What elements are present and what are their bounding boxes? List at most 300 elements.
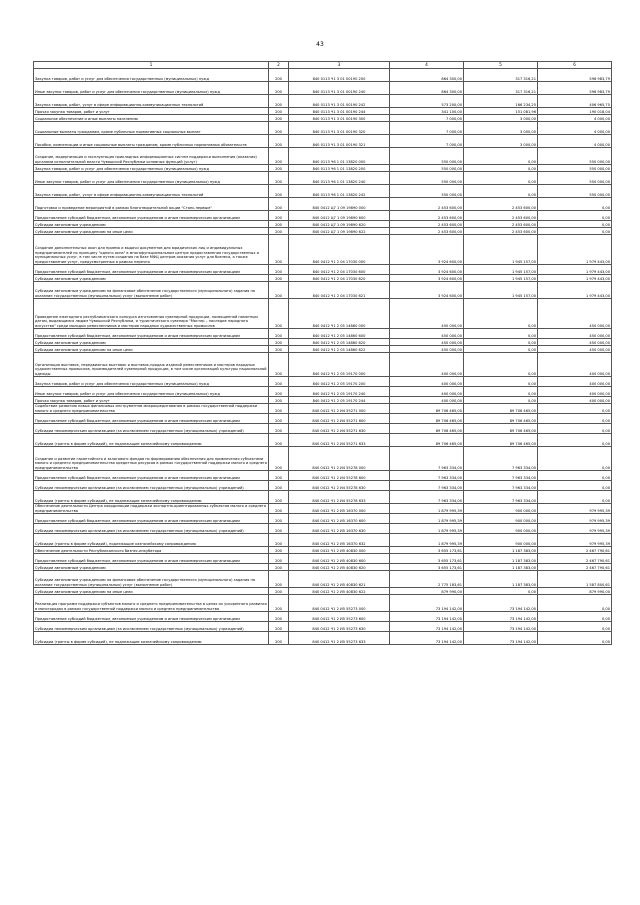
row-approved-cell: 1 879 995,39 <box>390 524 464 534</box>
row-remaining-cell: 1 979 443,00 <box>538 275 612 282</box>
row-name-cell: Закупка товаров, работ и услуг для обеспечения государственных (муниципальных) нужд <box>34 69 269 82</box>
row-remaining-cell: 450 000,00 <box>538 339 612 346</box>
row-executed-cell: 0,00 <box>464 377 538 387</box>
row-approved-cell: 3 924 600,00 <box>390 275 464 282</box>
row-executed-cell: 0,00 <box>464 387 538 397</box>
row-code-cell: 200 <box>269 622 289 632</box>
row-name-cell: Иные закупки товаров, работ и услуг для обеспечения государственных (муниципальных) нужд <box>34 387 269 397</box>
row-approved-cell: 2 453 600,00 <box>390 198 464 211</box>
row-remaining-cell: 400 000,00 <box>538 387 612 397</box>
row-code-cell: 200 <box>269 588 289 595</box>
table-row <box>34 172 612 185</box>
header-col-2: 2 <box>269 62 289 69</box>
row-remaining-cell: 0,00 <box>538 424 612 434</box>
row-remaining-cell: 400 000,00 <box>538 353 612 377</box>
row-executed-cell: 3 000,00 <box>464 115 538 122</box>
table-row <box>34 491 612 504</box>
row-approved-cell: 1 879 995,39 <box>390 514 464 524</box>
row-classification-cell: 840 0412 Ч1 2 И4 55278 630 <box>289 481 390 491</box>
row-remaining-cell: 1 587 800,61 <box>538 571 612 588</box>
row-executed-cell: 1 187 383,00 <box>464 547 538 554</box>
row-code-cell: 200 <box>269 69 289 82</box>
table-row <box>34 504 612 514</box>
row-approved-cell: 3 655 173,61 <box>390 564 464 571</box>
row-classification-cell: 840 0412 Ч1 2 И4 55271 633 <box>289 434 390 447</box>
row-code-cell: 200 <box>269 185 289 198</box>
table-row <box>34 122 612 135</box>
table-row <box>34 69 612 82</box>
row-classification-cell: 840 0412 Ч1 2 05 14860 000 <box>289 299 390 329</box>
row-code-cell: 200 <box>269 135 289 148</box>
row-executed-cell: 0,00 <box>464 185 538 198</box>
row-code-cell: 200 <box>269 471 289 481</box>
row-approved-cell: 7 963 334,00 <box>390 491 464 504</box>
row-name-cell: Закупка товаров, работ, услуг в сфере информационно-коммуникационных технологий <box>34 95 269 108</box>
row-name-cell: Предоставление субсидий бюджетным, автономным учреждениям и иным некоммерческим организациям <box>34 514 269 524</box>
table-row <box>34 571 612 588</box>
row-classification-cell: 840 0113 Ч6 1 01 13820 240 <box>289 172 390 185</box>
row-code-cell: 200 <box>269 172 289 185</box>
table-row <box>34 387 612 397</box>
row-executed-cell: 1 945 157,00 <box>464 235 538 265</box>
row-remaining-cell: 550 000,00 <box>538 172 612 185</box>
row-classification-cell: 840 0113 Ч1 3 01 00190 242 <box>289 95 390 108</box>
row-remaining-cell: 190 018,04 <box>538 108 612 115</box>
row-classification-cell: 840 0412 Ч1 2 И5 16370 632 <box>289 534 390 547</box>
table-row <box>34 397 612 404</box>
row-classification-cell: 840 0412 Ч1 2 И4 55271 630 <box>289 424 390 434</box>
row-code-cell: 200 <box>269 228 289 235</box>
row-remaining-cell: 2 467 790,61 <box>538 564 612 571</box>
row-approved-cell: 450 000,00 <box>390 329 464 339</box>
row-approved-cell: 89 706 465,00 <box>390 414 464 424</box>
row-name-cell: Проведение ежегодного республиканского конкурса изготовления сувенирной продукции, посвященной памятным датам, выдающимся людям Чувашской Республики, и туристического сувенира "Мастер – наследие народного искусства" среди молодых ремесленников и мастеров народных художественных промыслов <box>34 299 269 329</box>
row-approved-cell: 400 000,00 <box>390 387 464 397</box>
row-classification-cell: 840 0113 Ч6 1 01 13820 000 <box>289 148 390 165</box>
row-name-cell: Подготовка и проведение мероприятий в рамках благотворительной акции "Стань первым" <box>34 198 269 211</box>
row-classification-cell: 840 0412 Ч1 2 И5 55273 600 <box>289 612 390 622</box>
row-approved-cell: 3 655 173,61 <box>390 547 464 554</box>
row-approved-cell: 73 194 142,00 <box>390 632 464 645</box>
row-code-cell: 200 <box>269 122 289 135</box>
table-row <box>34 424 612 434</box>
table-row <box>34 115 612 122</box>
row-name-cell: Предоставление субсидий бюджетным, автономным учреждениям и иным некоммерческим организациям <box>34 414 269 424</box>
row-executed-cell: 151 081,96 <box>464 108 538 115</box>
row-code-cell: 200 <box>269 554 289 564</box>
budget-execution-table <box>33 61 612 645</box>
row-name-cell: Обеспечение деятельности Центра координации поддержки экспортно-ориентированных субъектов малого и среднего предпринимательства <box>34 504 269 514</box>
row-executed-cell: 73 194 142,00 <box>464 595 538 612</box>
table-row <box>34 228 612 235</box>
row-remaining-cell: 0,00 <box>538 622 612 632</box>
row-approved-cell: 400 000,00 <box>390 377 464 387</box>
row-remaining-cell: 0,00 <box>538 434 612 447</box>
row-approved-cell: 450 000,00 <box>390 339 464 346</box>
row-approved-cell: 864 300,00 <box>390 82 464 95</box>
row-name-cell: Создание дополнительных окон для приема и выдачи документов для юридических лиц и индивидуальных предпринимателей по принципу "одного окна" в многофункциональном центре предоставления государственных и муниципальных услуг, в том числе путем создания на базе МФЦ центров оказания услуг для бизнеса, а также предоставление услуг, предусмотренных в рамках перечня <box>34 235 269 265</box>
row-executed-cell: 89 706 465,00 <box>464 434 538 447</box>
row-classification-cell: 840 0412 Ч1 2 И4 55271 600 <box>289 414 390 424</box>
row-executed-cell: 0,00 <box>464 172 538 185</box>
row-name-cell: Социальное обеспечение и иные выплаты населению <box>34 115 269 122</box>
row-remaining-cell: 4 000,00 <box>538 122 612 135</box>
row-remaining-cell: 0,00 <box>538 481 612 491</box>
table-row <box>34 221 612 228</box>
row-approved-cell: 400 000,00 <box>390 397 464 404</box>
row-code-cell: 200 <box>269 198 289 211</box>
row-name-cell: Субсидии автономным учреждениям <box>34 339 269 346</box>
row-approved-cell: 3 924 600,00 <box>390 282 464 299</box>
row-code-cell: 200 <box>269 115 289 122</box>
row-executed-cell: 2 453 600,00 <box>464 198 538 211</box>
row-name-cell: Содействие развитию новых финансовых инструментов микрокредитования в рамках государственной поддержки малого и среднего предпринимательства <box>34 404 269 414</box>
row-remaining-cell: 550 000,00 <box>538 165 612 172</box>
row-code-cell: 200 <box>269 481 289 491</box>
row-approved-cell: 2 453 600,00 <box>390 228 464 235</box>
row-remaining-cell: 0,00 <box>538 414 612 424</box>
row-classification-cell: 840 0412 Ц7 1 09 19890 600 <box>289 211 390 221</box>
row-code-cell: 200 <box>269 221 289 228</box>
row-approved-cell: 73 194 142,00 <box>390 612 464 622</box>
row-name-cell: Создание, модернизация и эксплуатация прикладных информационных систем поддержки выполнения (оказания) органами исполнительной власти Чувашской Республики основных функций (услуг) <box>34 148 269 165</box>
table-row <box>34 632 612 645</box>
table-row <box>34 481 612 491</box>
row-executed-cell: 0,00 <box>464 339 538 346</box>
row-code-cell: 200 <box>269 524 289 534</box>
row-name-cell: Субсидии некоммерческим организациям (за исключением государственных (муниципальных) учреждений) <box>34 424 269 434</box>
table-row <box>34 82 612 95</box>
row-executed-cell: 2 453 600,00 <box>464 211 538 221</box>
row-remaining-cell: 450 000,00 <box>538 299 612 329</box>
table-row <box>34 471 612 481</box>
row-approved-cell: 7 963 334,00 <box>390 447 464 471</box>
table-row <box>34 554 612 564</box>
table-row <box>34 165 612 172</box>
row-executed-cell: 166 234,25 <box>464 95 538 108</box>
row-executed-cell: 1 187 383,00 <box>464 571 538 588</box>
row-remaining-cell: 1 979 443,00 <box>538 235 612 265</box>
row-executed-cell: 317 316,21 <box>464 82 538 95</box>
row-executed-cell: 900 000,00 <box>464 504 538 514</box>
row-executed-cell: 2 453 600,00 <box>464 228 538 235</box>
row-executed-cell: 3 000,00 <box>464 135 538 148</box>
row-code-cell: 200 <box>269 595 289 612</box>
row-executed-cell: 7 963 334,00 <box>464 471 538 481</box>
row-executed-cell: 0,00 <box>464 299 538 329</box>
table-row <box>34 329 612 339</box>
row-code-cell: 200 <box>269 491 289 504</box>
row-name-cell: Создание и развитие гарантийного и залогового фондов по формированию обеспечения для привлечения субъектами малого и среднего предпринимательства кредитных ресурсов в рамках государственной поддержки малого и среднего предпринимательства <box>34 447 269 471</box>
row-remaining-cell: 4 000,00 <box>538 115 612 122</box>
row-remaining-cell: 0,00 <box>538 211 612 221</box>
row-name-cell: Субсидии автономным учреждениям на иные цели <box>34 588 269 595</box>
table-row <box>34 524 612 534</box>
row-classification-cell: 840 0113 Ч1 3 01 00190 244 <box>289 108 390 115</box>
row-executed-cell: 900 000,00 <box>464 514 538 524</box>
row-code-cell: 200 <box>269 514 289 524</box>
row-remaining-cell: 0,00 <box>538 632 612 645</box>
row-code-cell: 200 <box>269 282 289 299</box>
header-col-6: 6 <box>538 62 612 69</box>
row-code-cell: 200 <box>269 329 289 339</box>
row-code-cell: 200 <box>269 397 289 404</box>
row-classification-cell: 840 0412 Ч1 2 И5 55273 633 <box>289 632 390 645</box>
header-col-4: 4 <box>390 62 464 69</box>
table-row <box>34 514 612 524</box>
row-classification-cell: 840 0412 Ч1 2 И4 55278 600 <box>289 471 390 481</box>
row-executed-cell: 89 706 465,00 <box>464 414 538 424</box>
row-executed-cell: 89 706 465,00 <box>464 404 538 414</box>
row-remaining-cell: 879 990,00 <box>538 588 612 595</box>
row-code-cell: 200 <box>269 95 289 108</box>
row-code-cell: 200 <box>269 612 289 622</box>
page-number: 43 <box>316 41 324 48</box>
row-remaining-cell: 550 000,00 <box>538 148 612 165</box>
row-classification-cell: 840 0412 Ц7 1 09 19890 620 <box>289 221 390 228</box>
table-row <box>34 282 612 299</box>
row-executed-cell: 7 963 334,00 <box>464 491 538 504</box>
row-classification-cell: 840 0412 Ч1 2 04 17030 000 <box>289 235 390 265</box>
table-row <box>34 595 612 612</box>
table-row <box>34 211 612 221</box>
row-code-cell: 200 <box>269 414 289 424</box>
row-classification-cell: 840 0412 Ч1 2 И5 40830 600 <box>289 554 390 564</box>
row-name-cell: Субсидии (гранты в форме субсидий), не подлежащие казначейскому сопровождению <box>34 491 269 504</box>
table-row <box>34 148 612 165</box>
row-name-cell: Субсидии некоммерческим организациям (за исключением государственных (муниципальных) учреждений) <box>34 622 269 632</box>
table-row <box>34 534 612 547</box>
row-code-cell: 200 <box>269 346 289 353</box>
table-row <box>34 564 612 571</box>
row-classification-cell: 840 0412 Ч1 2 И5 40830 622 <box>289 588 390 595</box>
row-code-cell: 200 <box>269 571 289 588</box>
row-code-cell: 200 <box>269 377 289 387</box>
row-remaining-cell: 979 995,39 <box>538 534 612 547</box>
row-remaining-cell: 550 000,00 <box>538 185 612 198</box>
row-remaining-cell: 596 983,79 <box>538 82 612 95</box>
row-classification-cell: 840 0412 Ч1 2 И5 40830 000 <box>289 547 390 554</box>
row-code-cell: 200 <box>269 424 289 434</box>
header-col-5: 5 <box>464 62 538 69</box>
row-remaining-cell: 2 467 790,61 <box>538 547 612 554</box>
table-row <box>34 235 612 265</box>
table-row <box>34 198 612 211</box>
row-remaining-cell: 0,00 <box>538 595 612 612</box>
row-approved-cell: 73 194 142,00 <box>390 622 464 632</box>
row-executed-cell: 73 194 142,00 <box>464 622 538 632</box>
row-approved-cell: 879 990,00 <box>390 588 464 595</box>
row-executed-cell: 1 945 157,00 <box>464 282 538 299</box>
row-approved-cell: 3 924 600,00 <box>390 265 464 275</box>
row-classification-cell: 840 0412 Ч1 2 04 17030 600 <box>289 265 390 275</box>
row-approved-cell: 7 000,00 <box>390 122 464 135</box>
row-remaining-cell: 450 000,00 <box>538 329 612 339</box>
row-executed-cell: 7 963 334,00 <box>464 481 538 491</box>
row-approved-cell: 2 453 600,00 <box>390 211 464 221</box>
row-approved-cell: 7 000,00 <box>390 115 464 122</box>
row-approved-cell: 864 300,00 <box>390 69 464 82</box>
row-executed-cell: 900 000,00 <box>464 524 538 534</box>
row-remaining-cell: 450 000,00 <box>538 346 612 353</box>
row-remaining-cell: 4 000,00 <box>538 135 612 148</box>
row-executed-cell: 0,00 <box>464 165 538 172</box>
row-code-cell: 200 <box>269 165 289 172</box>
row-approved-cell: 3 924 600,00 <box>390 235 464 265</box>
row-approved-cell: 450 000,00 <box>390 346 464 353</box>
row-code-cell: 200 <box>269 265 289 275</box>
row-remaining-cell: 406 965,75 <box>538 95 612 108</box>
row-name-cell: Субсидии автономным учреждениям на финансовое обеспечение государственного (муниципального) задания на оказание государственных (муниципальных) услуг (выполнение работ) <box>34 282 269 299</box>
row-classification-cell: 840 0113 Ч6 1 01 13820 242 <box>289 185 390 198</box>
row-classification-cell: 840 0412 Ц7 1 09 19890 622 <box>289 228 390 235</box>
row-approved-cell: 7 963 334,00 <box>390 471 464 481</box>
row-name-cell: Предоставление субсидий бюджетным, автономным учреждениям и иным некоммерческим организациям <box>34 612 269 622</box>
row-name-cell: Субсидии автономным учреждениям <box>34 564 269 571</box>
row-code-cell: 200 <box>269 235 289 265</box>
table-row <box>34 108 612 115</box>
row-remaining-cell: 2 467 790,61 <box>538 554 612 564</box>
table-row <box>34 612 612 622</box>
table-row <box>34 135 612 148</box>
row-remaining-cell: 400 000,00 <box>538 397 612 404</box>
row-name-cell: Социальные выплаты гражданам, кроме публичных нормативных социальных выплат <box>34 122 269 135</box>
row-classification-cell: 840 0113 Ч1 3 01 00190 321 <box>289 135 390 148</box>
row-approved-cell: 341 100,00 <box>390 108 464 115</box>
row-name-cell: Предоставление субсидий бюджетным, автономным учреждениям и иным некоммерческим организациям <box>34 211 269 221</box>
row-remaining-cell: 0,00 <box>538 612 612 622</box>
row-remaining-cell: 0,00 <box>538 404 612 414</box>
row-code-cell: 200 <box>269 434 289 447</box>
row-remaining-cell: 1 979 443,00 <box>538 265 612 275</box>
row-name-cell: Субсидии некоммерческим организациям (за исключением государственных (муниципальных) учреждений) <box>34 481 269 491</box>
row-name-cell: Субсидии автономным учреждениям на финансовое обеспечение государственного (муниципального) задания на оказание государственных (муниципальных) услуг (выполнение работ) <box>34 571 269 588</box>
row-name-cell: Закупка товаров, работ и услуг для обеспечения государственных (муниципальных) нужд <box>34 377 269 387</box>
row-name-cell: Предоставление субсидий бюджетным, автономным учреждениям и иным некоммерческим организациям <box>34 471 269 481</box>
table-row <box>34 404 612 414</box>
table-row <box>34 275 612 282</box>
row-classification-cell: 840 0412 Ч1 2 05 14860 620 <box>289 339 390 346</box>
row-name-cell: Субсидии автономным учреждениям на иные цели <box>34 346 269 353</box>
row-executed-cell: 73 194 142,00 <box>464 632 538 645</box>
row-classification-cell: 840 0412 Ч1 2 05 14860 622 <box>289 346 390 353</box>
row-classification-cell: 840 0113 Ч1 3 01 00190 300 <box>289 115 390 122</box>
row-remaining-cell: 0,00 <box>538 221 612 228</box>
row-remaining-cell: 0,00 <box>538 198 612 211</box>
row-code-cell: 200 <box>269 353 289 377</box>
row-code-cell: 200 <box>269 211 289 221</box>
row-approved-cell: 550 000,00 <box>390 172 464 185</box>
table-row <box>34 346 612 353</box>
row-classification-cell: 840 0412 Ч1 2 И4 55271 000 <box>289 404 390 414</box>
row-approved-cell: 7 000,00 <box>390 135 464 148</box>
row-approved-cell: 2 775 183,61 <box>390 571 464 588</box>
row-remaining-cell: 979 995,39 <box>538 524 612 534</box>
row-executed-cell: 0,00 <box>464 353 538 377</box>
row-name-cell: Субсидии некоммерческим организациям (за исключением государственных (муниципальных) учреждений) <box>34 524 269 534</box>
row-remaining-cell: 400 000,00 <box>538 377 612 387</box>
row-classification-cell: 840 0113 Ч6 1 01 13820 200 <box>289 165 390 172</box>
row-name-cell: Иные закупки товаров, работ и услуг для обеспечения государственных (муниципальных) нужд <box>34 172 269 185</box>
row-classification-cell: 840 0412 Ч1 2 И5 40830 620 <box>289 564 390 571</box>
row-code-cell: 200 <box>269 299 289 329</box>
row-approved-cell: 1 879 995,39 <box>390 504 464 514</box>
row-name-cell: Субсидии (гранты в форме субсидий), не подлежащие казначейскому сопровождению <box>34 632 269 645</box>
row-classification-cell: 840 0113 Ч1 3 01 00190 200 <box>289 69 390 82</box>
table-row <box>34 339 612 346</box>
row-executed-cell: 317 316,21 <box>464 69 538 82</box>
table-row <box>34 299 612 329</box>
row-name-cell: Субсидии автономным учреждениям <box>34 275 269 282</box>
row-approved-cell: 450 000,00 <box>390 299 464 329</box>
table-row <box>34 622 612 632</box>
row-remaining-cell: 596 983,79 <box>538 69 612 82</box>
row-executed-cell: 0,00 <box>464 346 538 353</box>
table-row <box>34 547 612 554</box>
row-code-cell: 200 <box>269 632 289 645</box>
row-name-cell: Субсидии (гранты в форме субсидий), не подлежащие казначейскому сопровождению <box>34 434 269 447</box>
row-name-cell: Предоставление субсидий бюджетным, автономным учреждениям и иным некоммерческим организациям <box>34 329 269 339</box>
table-row <box>34 434 612 447</box>
row-executed-cell: 7 963 334,00 <box>464 447 538 471</box>
row-executed-cell: 73 194 142,00 <box>464 612 538 622</box>
row-approved-cell: 550 000,00 <box>390 148 464 165</box>
row-classification-cell: 840 0412 Ц7 1 09 19890 000 <box>289 198 390 211</box>
row-code-cell: 200 <box>269 404 289 414</box>
row-name-cell: Иные закупки товаров, работ и услуг для обеспечения государственных (муниципальных) нужд <box>34 82 269 95</box>
row-classification-cell: 840 0412 Ч1 2 04 17030 620 <box>289 275 390 282</box>
row-classification-cell: 840 0412 Ч1 2 05 14860 600 <box>289 329 390 339</box>
row-remaining-cell: 0,00 <box>538 491 612 504</box>
row-name-cell: Обеспечение деятельности Республиканского бизнес-инкубатора <box>34 547 269 554</box>
row-approved-cell: 573 200,00 <box>390 95 464 108</box>
row-code-cell: 200 <box>269 534 289 547</box>
row-name-cell: Закупка товаров, работ и услуг для обеспечения государственных (муниципальных) нужд <box>34 165 269 172</box>
row-approved-cell: 89 706 465,00 <box>390 404 464 414</box>
row-code-cell: 200 <box>269 387 289 397</box>
row-approved-cell: 1 879 995,39 <box>390 534 464 547</box>
header-col-3: 3 <box>289 62 390 69</box>
table-row <box>34 95 612 108</box>
row-executed-cell: 1 187 383,00 <box>464 554 538 564</box>
table-row <box>34 353 612 377</box>
table-body <box>34 69 612 645</box>
row-name-cell: Прочая закупка товаров, работ и услуг <box>34 397 269 404</box>
header-col-1: 1 <box>34 62 269 69</box>
row-name-cell: Организация выставок, передвижных выставок и выставок-продаж изделий ремесленников и мастеров народных художественных промыслов, производителей сувенирной продукции, в том числе организаций культуры национальной одежды <box>34 353 269 377</box>
row-classification-cell: 840 0412 Ч1 2 И4 55278 000 <box>289 447 390 471</box>
row-remaining-cell: 979 995,39 <box>538 504 612 514</box>
row-classification-cell: 840 0412 Ч1 2 05 19170 244 <box>289 397 390 404</box>
row-name-cell: Закупка товаров, работ, услуг в сфере информационно-коммуникационных технологий <box>34 185 269 198</box>
row-classification-cell: 840 0113 Ч1 3 01 00190 240 <box>289 82 390 95</box>
row-approved-cell: 89 706 465,00 <box>390 434 464 447</box>
row-code-cell: 200 <box>269 504 289 514</box>
row-classification-cell: 840 0412 Ч1 2 05 19170 000 <box>289 353 390 377</box>
row-executed-cell: 0,00 <box>464 397 538 404</box>
row-remaining-cell: 0,00 <box>538 447 612 471</box>
row-remaining-cell: 0,00 <box>538 471 612 481</box>
row-remaining-cell: 0,00 <box>538 228 612 235</box>
table-row <box>34 588 612 595</box>
table-row <box>34 265 612 275</box>
row-classification-cell: 840 0412 Ч1 2 И5 16370 600 <box>289 514 390 524</box>
row-remaining-cell: 979 995,39 <box>538 514 612 524</box>
table-row <box>34 447 612 471</box>
row-code-cell: 200 <box>269 547 289 554</box>
row-name-cell: Субсидии (гранты в форме субсидий), подлежащие казначейскому сопровождению <box>34 534 269 547</box>
row-code-cell: 200 <box>269 564 289 571</box>
